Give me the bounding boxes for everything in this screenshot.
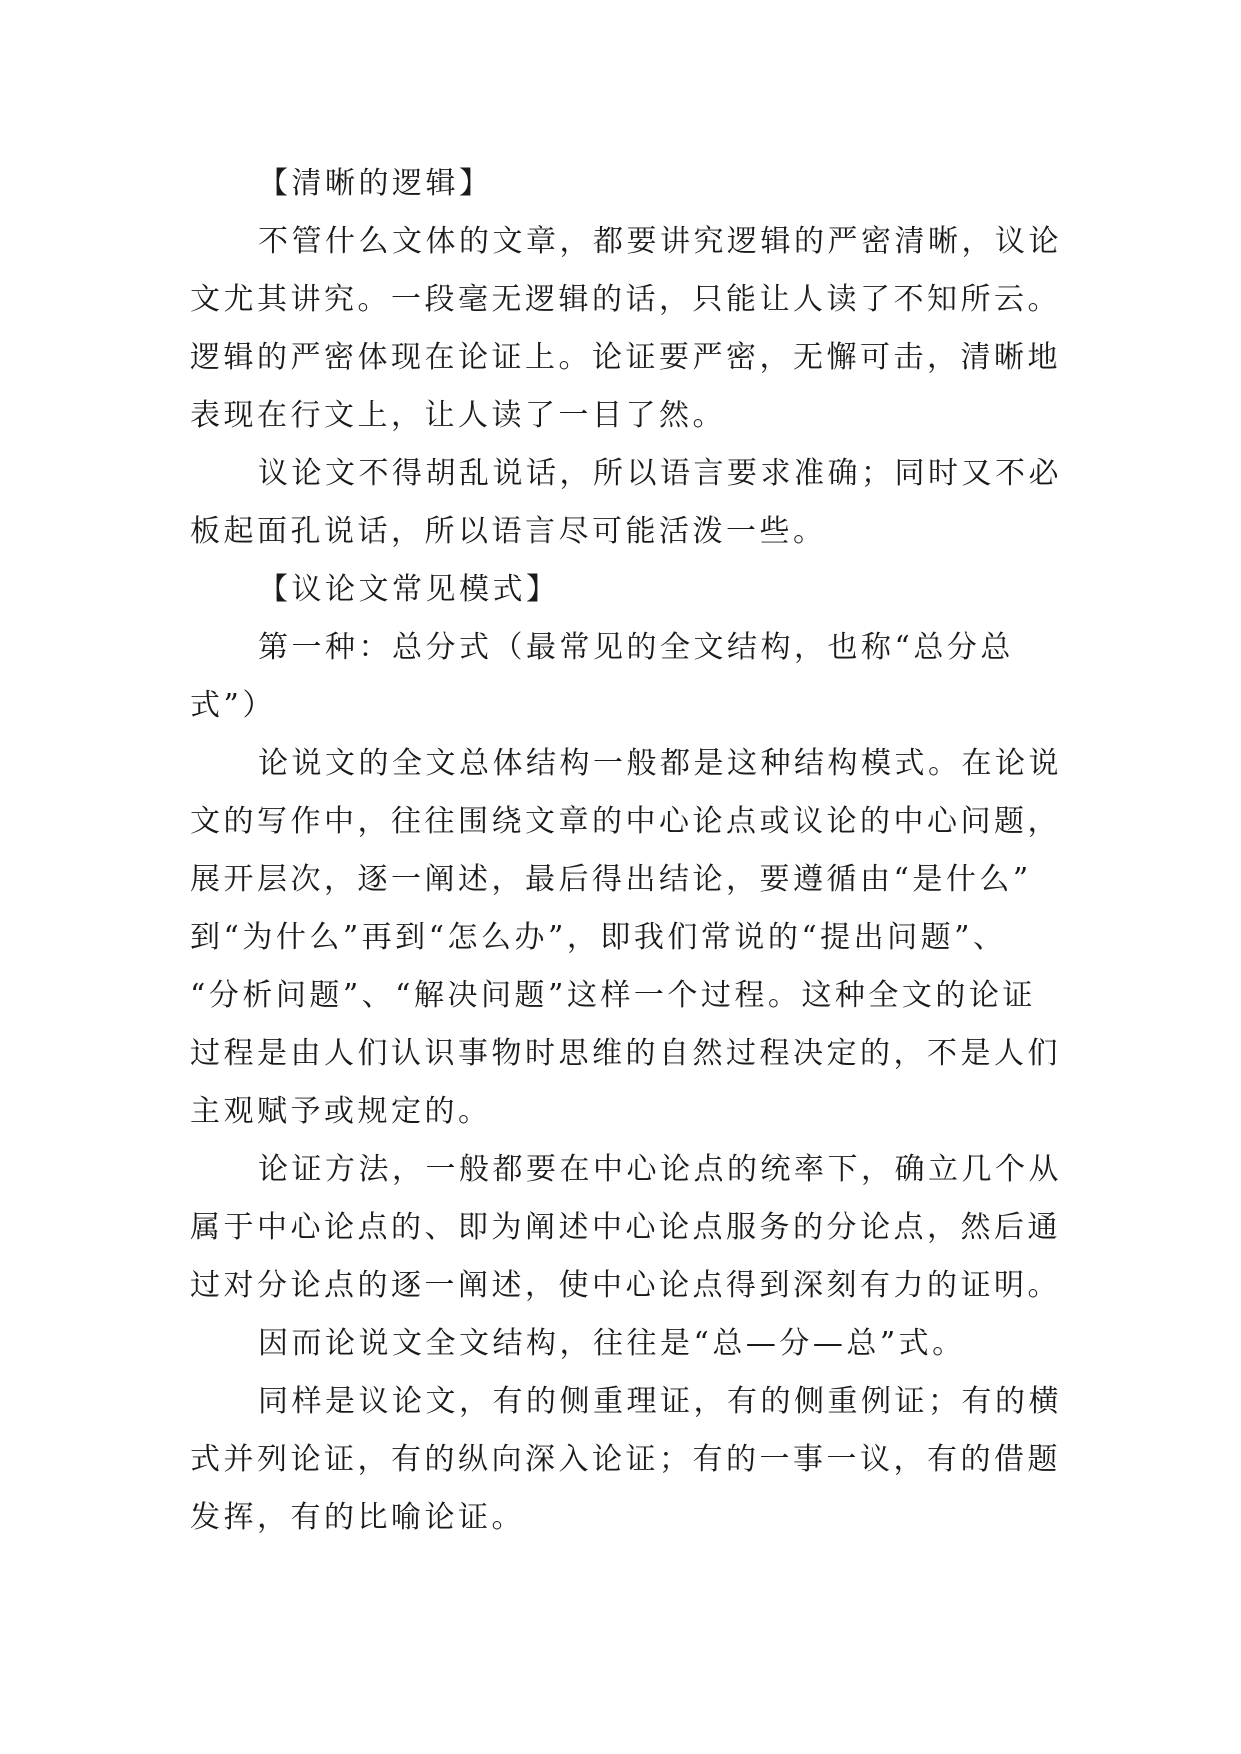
paragraph-line: 展开层次，逐一阐述，最后得出结论，要遵循由“是什么” [190, 862, 1032, 897]
paragraph-line: 到“为什么”再到“怎么办”，即我们常说的“提出问题”、 [190, 920, 1007, 955]
paragraph-line: 发挥，有的比喻论证。 [190, 1500, 525, 1535]
paragraph-line: 过对分论点的逐一阐述，使中心论点得到深刻有力的证明。 [190, 1268, 1061, 1303]
paragraph-line: 文尤其讲究。一段毫无逻辑的话，只能让人读了不知所云。 [190, 282, 1061, 317]
paragraph-line: 属于中心论点的、即为阐述中心论点服务的分论点，然后通 [190, 1210, 1061, 1245]
paragraph-line: 因而论说文全文结构，往往是“总—分—总”式。 [258, 1326, 966, 1361]
paragraph-line: “分析问题”、“解决问题”这样一个过程。这种全文的论证 [190, 978, 1036, 1013]
section-heading-patterns: 【议论文常见模式】 [258, 572, 560, 607]
document-page [190, 155, 1060, 1547]
section-heading-logic: 【清晰的逻辑】 [258, 166, 493, 201]
paragraph-line: 式并列论证，有的纵向深入论证；有的一事一议，有的借题 [190, 1442, 1061, 1477]
paragraph-line: 板起面孔说话，所以语言尽可能活泼一些。 [190, 514, 827, 549]
paragraph-line: 第一种：总分式（最常见的全文结构，也称“总分总 [258, 630, 1014, 665]
paragraph-line: 过程是由人们认识事物时思维的自然过程决定的，不是人们 [190, 1036, 1061, 1071]
paragraph-line: 文的写作中，往往围绕文章的中心论点或议论的中心问题， [190, 804, 1061, 839]
paragraph-line: 论说文的全文总体结构一般都是这种结构模式。在论说 [258, 746, 1062, 781]
paragraph-line: 式”） [190, 688, 276, 723]
paragraph-line: 主观赋予或规定的。 [190, 1094, 492, 1129]
paragraph-line: 议论文不得胡乱说话，所以语言要求准确；同时又不必 [258, 456, 1062, 491]
paragraph-line: 不管什么文体的文章，都要讲究逻辑的严密清晰，议论 [258, 224, 1062, 259]
paragraph-line: 论证方法，一般都要在中心论点的统率下，确立几个从 [258, 1152, 1062, 1187]
paragraph-line: 同样是议论文，有的侧重理证，有的侧重例证；有的横 [258, 1384, 1062, 1419]
paragraph-line: 表现在行文上，让人读了一目了然。 [190, 398, 726, 433]
paragraph-line: 逻辑的严密体现在论证上。论证要严密，无懈可击，清晰地 [190, 340, 1061, 375]
